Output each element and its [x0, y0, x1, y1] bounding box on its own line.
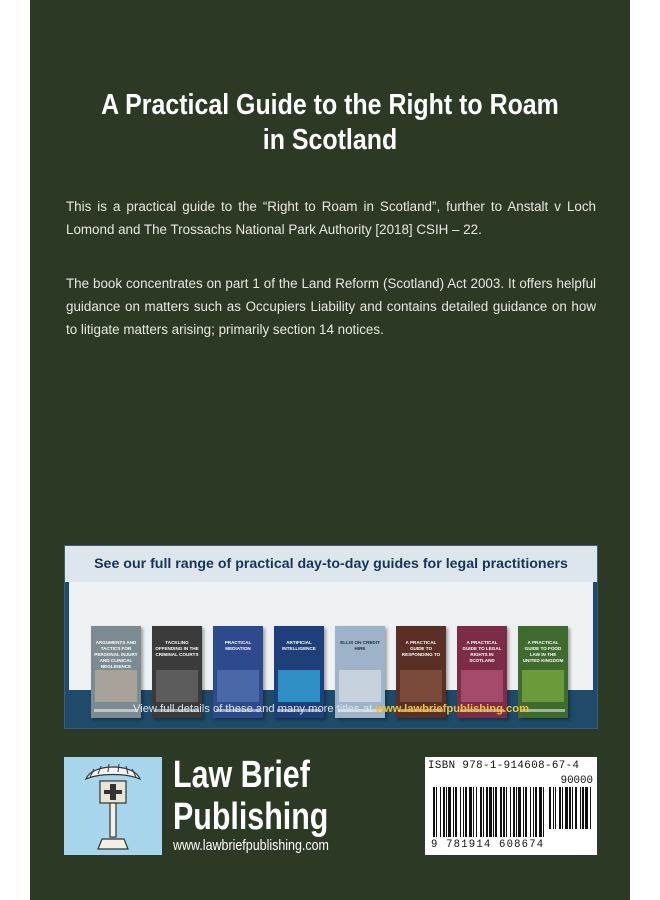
description-paragraph-2: The book concentrates on part 1 of the Land Reform (Scotland) Act 2003. It offers helpful guidance on matters such as Occupiers Liability and contains detailed guidance on how to litigate matters arising; primarily section 14 notices.	[66, 276, 596, 337]
book-cover-title: ARTIFICIAL INTELLIGENCE	[282, 640, 316, 651]
price-code: 90000	[560, 775, 593, 787]
publisher-name-line1: Law Brief	[173, 754, 310, 796]
publisher-name-line2: Publishing	[173, 796, 329, 838]
book-cover-title: A PRACTICAL GUIDE TO FOOD LAW IN THE UNITED KINGDOM	[522, 640, 564, 663]
promo-footer-url[interactable]: www.lawbriefpublishing.com	[375, 703, 530, 715]
promo-banner	[64, 545, 598, 729]
publisher-url[interactable]: www.lawbriefpublishing.com	[173, 838, 329, 854]
book-cover-title: PRACTICAL MEDIATION	[224, 640, 252, 651]
book-cover-title: ARGUMENTS AND TACTICS FOR PERSONAL INJURY AND CLINICAL NEGLIGENCE	[94, 640, 138, 669]
book-cover-title: A PRACTICAL GUIDE TO LEGAL RIGHTS IN SCOTLAND	[462, 640, 502, 663]
book-cover-title: ELLIS ON CREDIT HIRE	[340, 640, 380, 651]
book-cover-title: A PRACTICAL GUIDE TO RESPONDING TO	[401, 640, 441, 657]
publisher-logo	[64, 757, 162, 855]
book-shelf	[69, 582, 593, 690]
book-title-line2: in Scotland	[262, 124, 398, 156]
isbn-barcode	[425, 757, 597, 855]
quill-stand-icon	[64, 757, 162, 855]
promo-footer	[65, 698, 597, 720]
ean-digits: 9 781914 608674	[431, 839, 545, 851]
book-title-line1: A Practical Guide to the Right to Roam	[101, 89, 559, 121]
promo-footer-text: View full details of these and many more titles at	[132, 703, 376, 715]
book-cover-title: TACKLING OFFENDING IN THE CRIMINAL COURTS	[155, 640, 199, 657]
book-title	[72, 88, 588, 158]
isbn-label: ISBN 978-1-914608-67-4	[428, 760, 580, 772]
description-paragraph-1: This is a practical guide to the “Right to Roam in Scotland”, further to Anstalt v Loch Lomond and The Trossachs National Park Authority [2018] CSIH – 22.	[66, 199, 596, 237]
publisher-name	[173, 754, 328, 838]
promo-heading: See our full range of practical day-to-day guides for legal practitioners	[94, 556, 568, 572]
